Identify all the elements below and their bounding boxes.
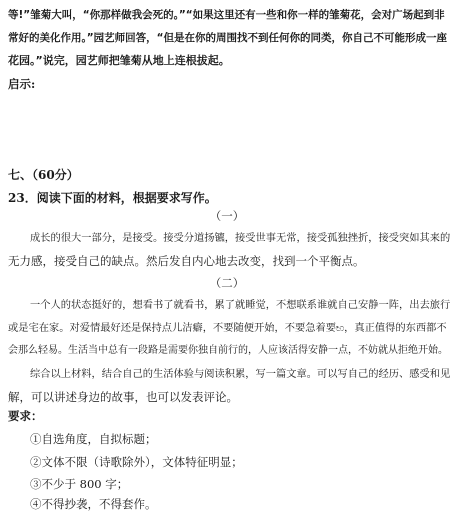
- task-line-1: 综合以上材料，结合自己的生活体验与阅读积累，写一篇文章。可以写自己的经历、感受和见: [30, 368, 451, 380]
- requirement-item: ①自选角度，自拟标题；: [30, 432, 157, 446]
- question-prompt: 23．阅读下面的材料，根据要求写作。: [8, 191, 217, 205]
- requirement-item: ②文体不限（诗歌除外），文体特征明显；: [30, 455, 243, 469]
- inspiration-label: 启示:: [8, 77, 36, 91]
- material-1-heading: （一）: [209, 209, 245, 223]
- story-line-1: 等!”雏菊大叫，“你那样做我会死的。”“如果这里还有一些和你一样的雏菊花，会对广场起到非: [8, 9, 445, 21]
- requirement-item: ③不少于 800 字；: [30, 477, 129, 491]
- task-line-2: 解，可以讲述身边的故事，也可以发表评论。: [8, 390, 238, 404]
- material-1-line-1: 成长的很大一部分，是接受。接受分道扬镳，接受世事无常，接受孤独挫折，接受突如其来的: [30, 232, 451, 244]
- requirement-item: ④不得抄袭，不得套作。: [30, 497, 157, 511]
- requirements-label: 要求：: [8, 409, 43, 423]
- material-2-line-2: 或是宅在家。对爱情最好还是保持点儿洁癖，不要随便开始，不要急着要භ，真正值得的东西都不: [8, 322, 447, 334]
- material-2-line-1: 一个人的状态挺好的，想看书了就看书，累了就睡觉，不想联系谁就自己安静一阵，出去旅行: [30, 299, 451, 311]
- story-line-2: 常好的美化作用。”园艺师回答，“但是在你的周围找不到任何你的同类，你自己不可能形成一座: [8, 32, 448, 44]
- material-2-line-3: 会那么轻易。生活当中总有一段路是需要你独自前行的，人应该活得安静一点，不妨就从拒绝开始。: [8, 345, 448, 356]
- material-2-heading: （二）: [209, 276, 245, 290]
- story-line-3: 花园。”说完，园艺师把雏菊从地上连根拔起。: [8, 54, 230, 67]
- material-1-line-2: 无力感，接受自己的缺点。然后发自内心地去改变，找到一个平衡点。: [8, 254, 365, 268]
- section-title: 七、（60分）: [8, 168, 79, 182]
